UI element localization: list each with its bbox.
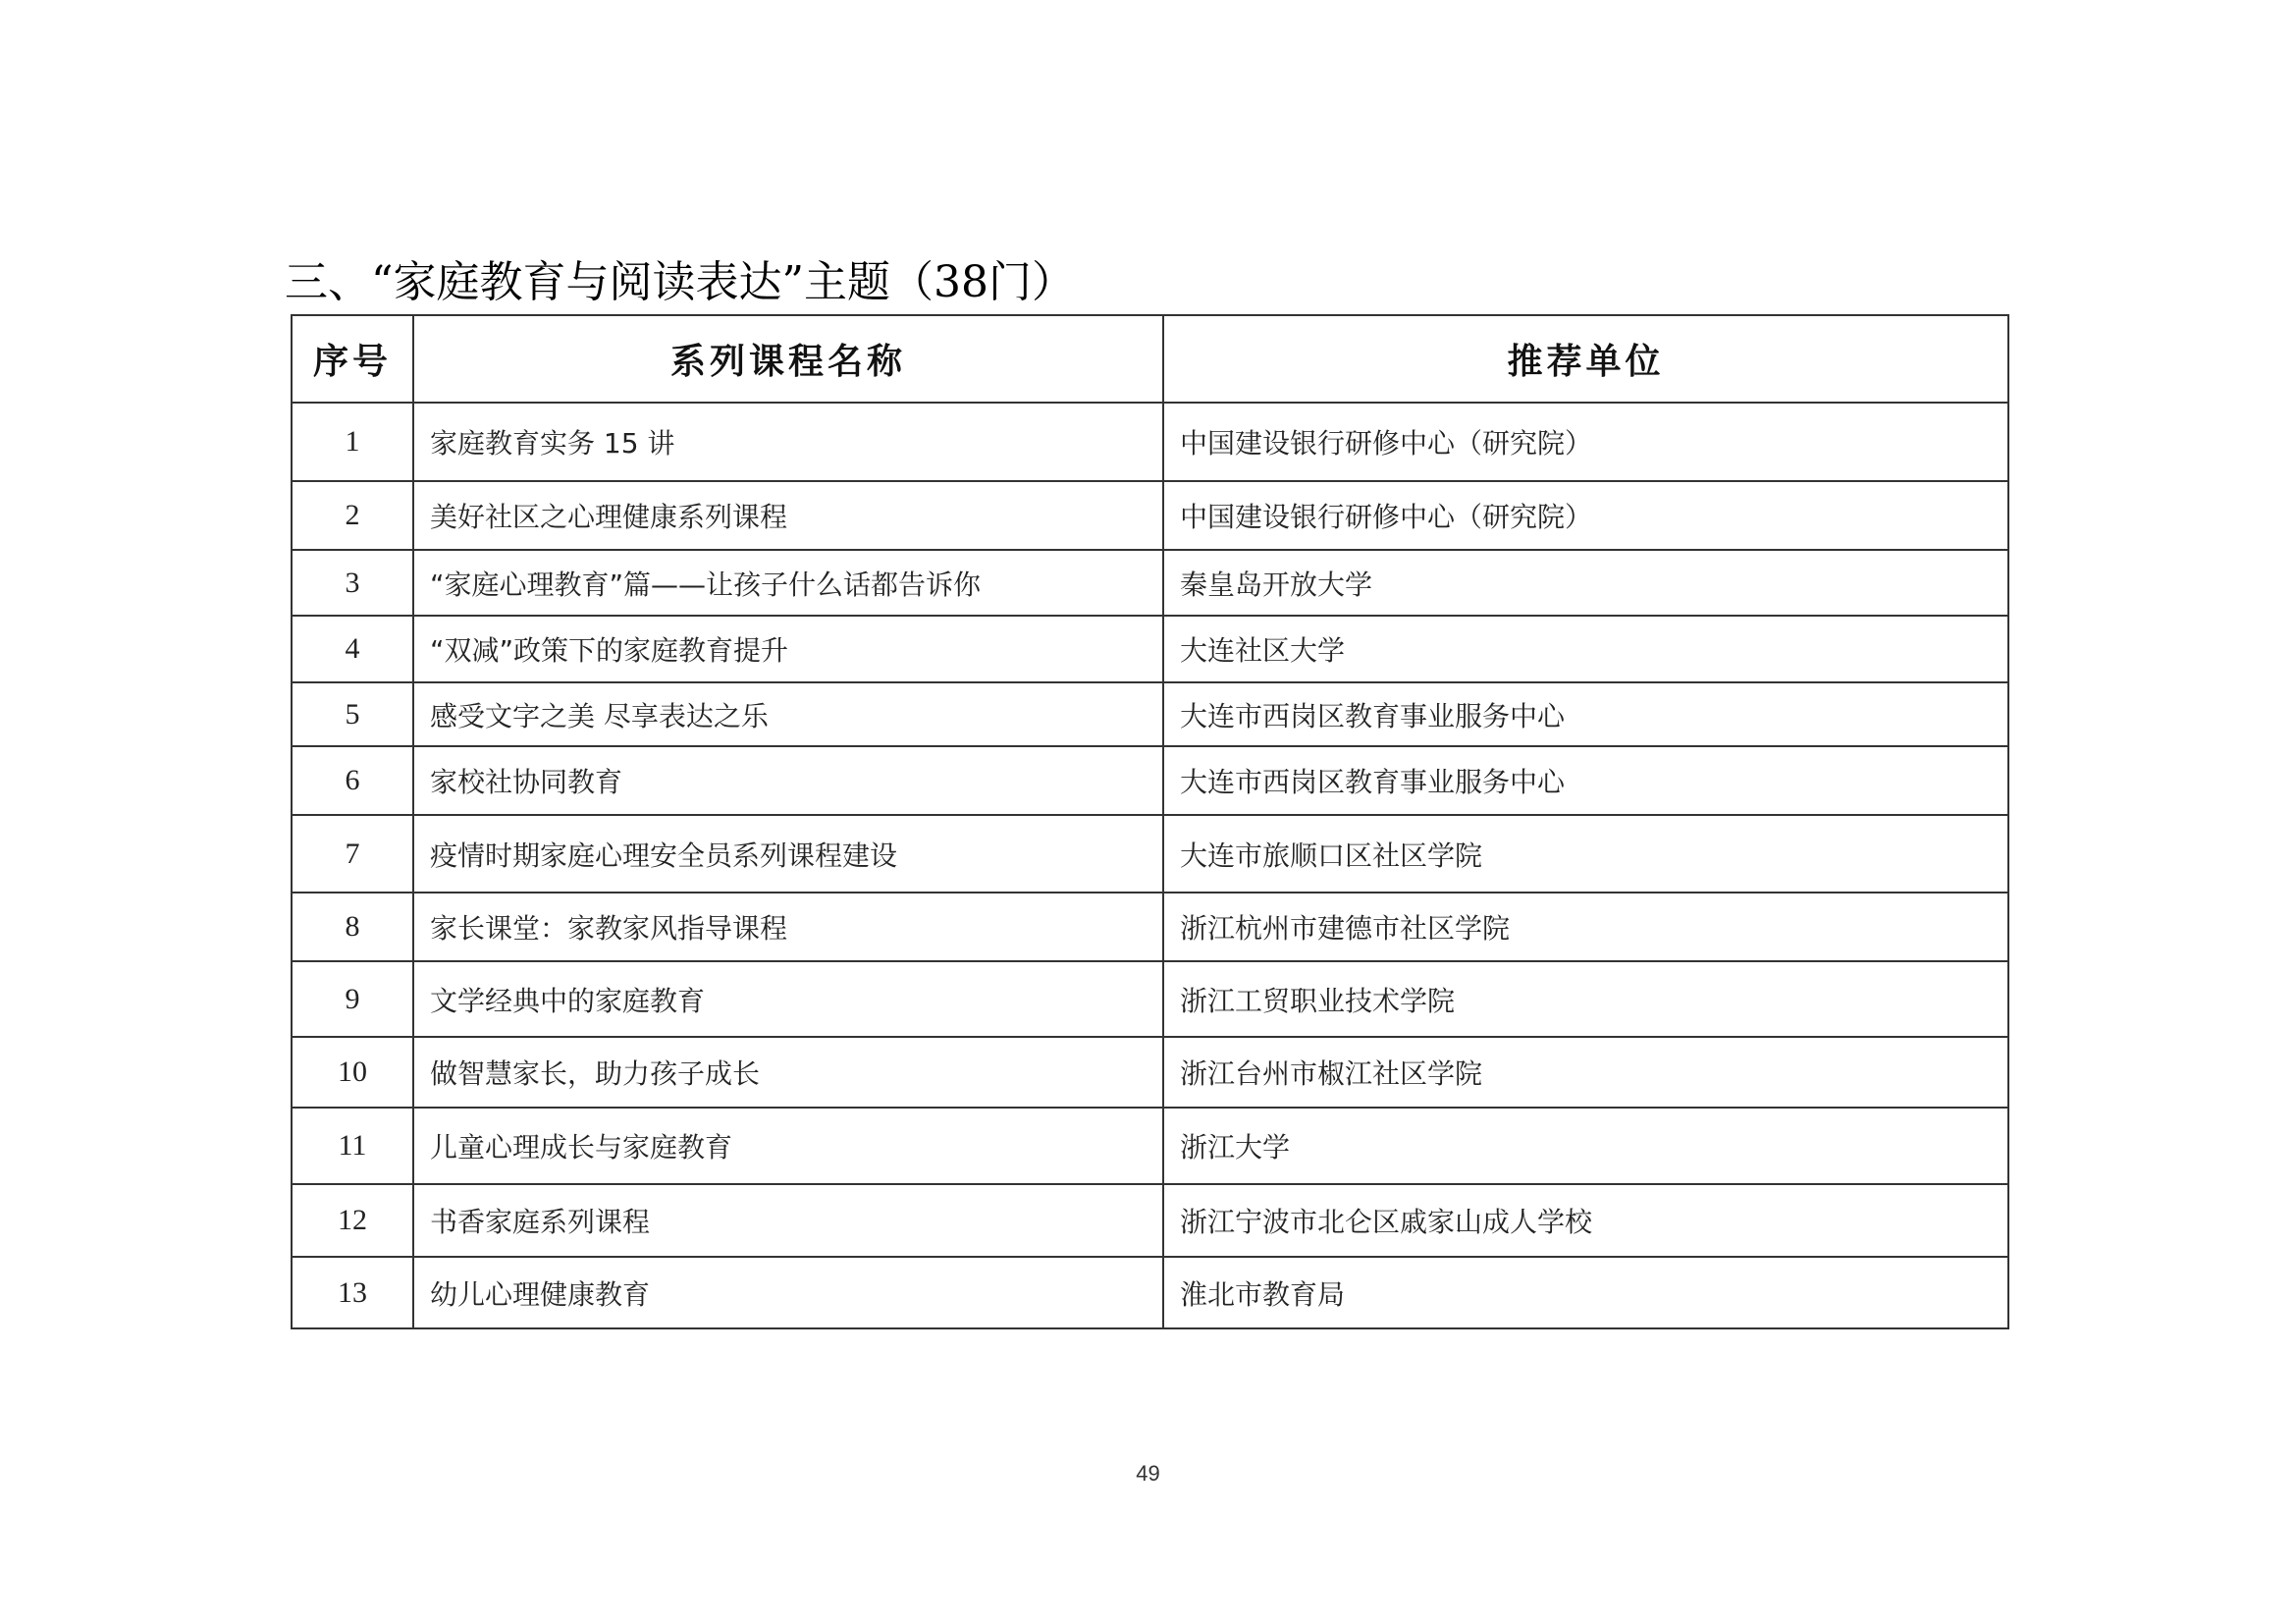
row-no: 3 [292,550,413,616]
row-no: 9 [292,961,413,1037]
row-no: 13 [292,1257,413,1328]
row-course-name: “家庭心理教育”篇——让孩子什么话都告诉你 [413,550,1163,616]
table-row [292,893,2008,961]
row-no: 12 [292,1184,413,1257]
row-recommending-unit: 中国建设银行研修中心（研究院） [1163,403,2008,481]
table-row [292,746,2008,815]
row-course-name: “双减”政策下的家庭教育提升 [413,616,1163,682]
section-title: 三、“家庭教育与阅读表达”主题（38门） [285,257,1075,307]
header-course-name: 系列课程名称 [413,315,1163,403]
row-course-name: 文学经典中的家庭教育 [413,961,1163,1037]
table-row [292,815,2008,893]
row-course-name: 家校社协同教育 [413,746,1163,815]
row-no: 8 [292,893,413,961]
row-recommending-unit: 大连社区大学 [1163,616,2008,682]
row-course-name: 儿童心理成长与家庭教育 [413,1108,1163,1184]
row-recommending-unit: 大连市旅顺口区社区学院 [1163,815,2008,893]
header-no: 序号 [292,315,413,403]
row-recommending-unit: 大连市西岗区教育事业服务中心 [1163,682,2008,746]
row-recommending-unit: 大连市西岗区教育事业服务中心 [1163,746,2008,815]
row-recommending-unit: 秦皇岛开放大学 [1163,550,2008,616]
row-recommending-unit: 浙江台州市椒江社区学院 [1163,1037,2008,1108]
row-no: 10 [292,1037,413,1108]
row-course-name: 家长课堂：家教家风指导课程 [413,893,1163,961]
row-no: 2 [292,481,413,550]
row-course-name: 做智慧家长，助力孩子成长 [413,1037,1163,1108]
table-row [292,403,2008,481]
table-row [292,682,2008,746]
row-course-name: 书香家庭系列课程 [413,1184,1163,1257]
header-recommending-unit: 推荐单位 [1163,315,2008,403]
table-row [292,1184,2008,1257]
row-recommending-unit: 中国建设银行研修中心（研究院） [1163,481,2008,550]
row-course-name: 美好社区之心理健康系列课程 [413,481,1163,550]
row-no: 11 [292,1108,413,1184]
row-course-name: 幼儿心理健康教育 [413,1257,1163,1328]
table-row [292,481,2008,550]
table-header [292,315,2008,403]
page-number: 49 [1136,1461,1160,1486]
table-row [292,550,2008,616]
course-table [291,314,2009,1329]
table-row [292,1108,2008,1184]
row-course-name: 感受文字之美 尽享表达之乐 [413,682,1163,746]
row-no: 4 [292,616,413,682]
row-recommending-unit: 浙江大学 [1163,1108,2008,1184]
row-course-name: 疫情时期家庭心理安全员系列课程建设 [413,815,1163,893]
row-no: 5 [292,682,413,746]
row-no: 7 [292,815,413,893]
table-row [292,961,2008,1037]
row-recommending-unit: 浙江宁波市北仑区戚家山成人学校 [1163,1184,2008,1257]
table-row [292,616,2008,682]
row-course-name: 家庭教育实务 15 讲 [413,403,1163,481]
header-row [292,315,2008,403]
table-row [292,1257,2008,1328]
row-recommending-unit: 浙江工贸职业技术学院 [1163,961,2008,1037]
row-recommending-unit: 淮北市教育局 [1163,1257,2008,1328]
row-recommending-unit: 浙江杭州市建德市社区学院 [1163,893,2008,961]
table-body [292,403,2008,1328]
table-row [292,1037,2008,1108]
row-no: 1 [292,403,413,481]
row-no: 6 [292,746,413,815]
